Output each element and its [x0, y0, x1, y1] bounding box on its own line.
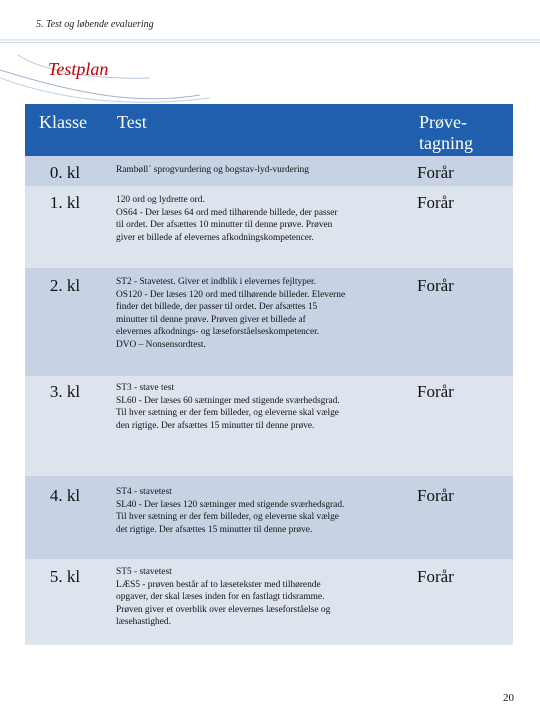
- decorative-swoosh: [0, 0, 540, 110]
- test-line: til ordet. Der afsættes 10 minutter til denne prøve. Prøven: [116, 220, 333, 231]
- page-title: Testplan: [48, 59, 109, 79]
- table-row: [25, 186, 513, 268]
- test-line: LÆS5 - prøven består af to læsetekster med tilhørende: [116, 579, 321, 590]
- test-line: finder det billede, der passer til ordet. Der afsættes 15: [116, 302, 318, 313]
- header-klasse: Klasse: [39, 112, 87, 132]
- test-line: Rambøll´ sprogvurdering og bogstav-lyd-vurdering: [116, 165, 309, 175]
- test-line: den rigtige. Der afsættes 15 minutter til denne prøve.: [116, 420, 315, 431]
- chapter-heading: 5. Test og løbende evaluering: [36, 19, 154, 30]
- klasse-cell: 3. kl: [49, 382, 81, 401]
- table-row: [25, 268, 513, 376]
- klasse-cell: 0. kl: [49, 163, 81, 182]
- prove-cell: Forår: [417, 567, 454, 586]
- klasse-cell: 2. kl: [49, 276, 81, 295]
- test-line: 120 ord og lydrette ord.: [116, 195, 205, 205]
- header-prove-line2: tagning: [419, 133, 473, 153]
- test-cell: [116, 194, 406, 244]
- test-line: læsehastighed.: [116, 617, 171, 628]
- test-line: ST2 - Stavetest. Giver et indblik i elevernes fejltyper.: [116, 277, 316, 287]
- test-line: Prøven giver et overblik over elevernes læseforståelse og: [116, 604, 331, 615]
- header-test: Test: [117, 112, 147, 132]
- test-line: ST3 - stave test: [116, 383, 175, 393]
- test-line: elevernes afkodnings- og læseforståelseskompetencer.: [116, 327, 320, 338]
- test-line: det rigtige. Der afsættes 15 minutter til denne prøve.: [116, 524, 313, 535]
- test-line: Til hver sætning er der fem billeder, og eleverne skal vælge: [116, 408, 339, 419]
- prove-cell: Forår: [417, 163, 454, 182]
- klasse-cell: 1. kl: [49, 193, 81, 212]
- test-table: [25, 104, 513, 645]
- klasse-cell: 5. kl: [49, 567, 81, 586]
- table-row: [25, 376, 513, 476]
- test-line: ST5 - stavetest: [116, 567, 172, 577]
- test-line: opgaver, der skal læses inden for en fastlagt tidsramme.: [116, 592, 325, 603]
- test-cell: [116, 276, 406, 352]
- test-cell: [116, 382, 406, 432]
- test-cell: [116, 566, 406, 629]
- test-line: DVO – Nonsensordtest.: [116, 339, 206, 350]
- test-line: SL60 - Der læses 60 sætninger med stigende sværhedsgrad.: [116, 395, 340, 406]
- table-row: [25, 559, 513, 645]
- test-line: OS64 - Der læses 64 ord med tilhørende billede, der passer: [116, 207, 338, 218]
- table-header-row: [25, 104, 513, 156]
- page-number: 20: [503, 692, 514, 704]
- prove-cell: Forår: [417, 486, 454, 505]
- test-line: SL40 - Der læses 120 sætninger med stigende sværhedsgrad.: [116, 499, 345, 510]
- test-line: giver et billede af elevernes afkodningskompetencer.: [116, 232, 314, 243]
- prove-cell: Forår: [417, 276, 454, 295]
- test-line: OS120 - Der læses 120 ord med tilhørende billeder. Eleverne: [116, 289, 346, 300]
- prove-cell: Forår: [417, 193, 454, 212]
- prove-cell: Forår: [417, 382, 454, 401]
- test-line: minutter til denne prøve. Prøven giver et billede af: [116, 314, 306, 325]
- klasse-cell: 4. kl: [49, 486, 81, 505]
- table-row: [25, 476, 513, 559]
- test-cell: [116, 164, 406, 177]
- test-line: ST4 - stavetest: [116, 487, 172, 497]
- test-line: Til hver sætning er der fem billeder, og eleverne skal vælge: [116, 512, 339, 523]
- test-cell: [116, 486, 406, 536]
- table-row: [25, 156, 513, 186]
- header-prove-line1: Prøve-: [419, 112, 467, 132]
